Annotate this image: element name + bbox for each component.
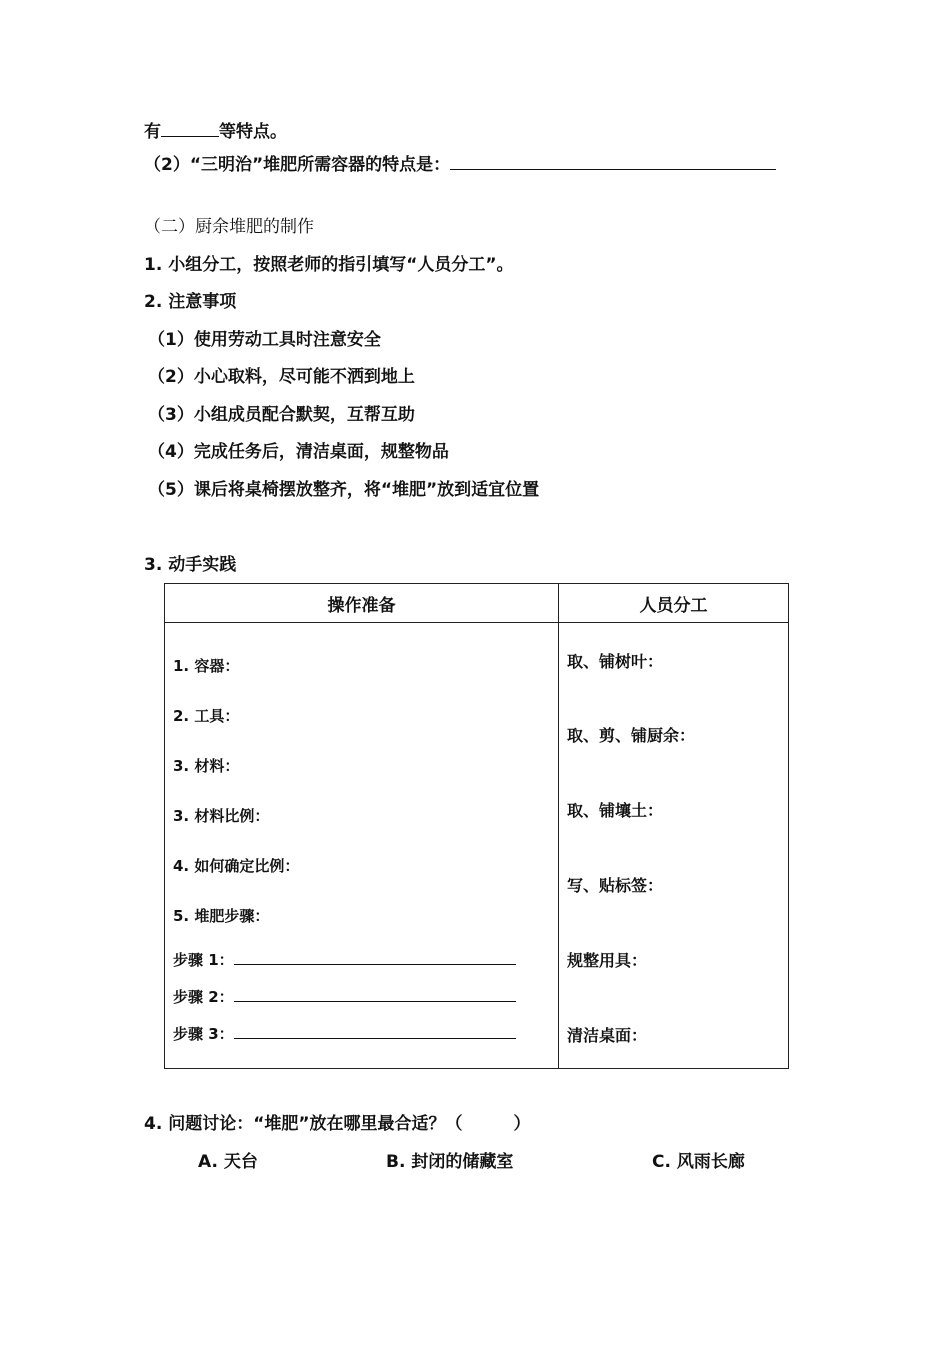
step-2-label: 步骤 2： bbox=[173, 988, 234, 1006]
step-1-row bbox=[173, 949, 516, 970]
table-header-row bbox=[165, 584, 789, 623]
step-3-blank[interactable] bbox=[234, 1024, 516, 1039]
blank-underline[interactable] bbox=[450, 153, 776, 170]
option-a[interactable]: A. 天台 bbox=[198, 1152, 258, 1172]
section-heading: （二）厨余堆肥的制作 bbox=[144, 217, 314, 237]
step-2-blank[interactable] bbox=[234, 987, 516, 1002]
step-1-label: 步骤 1： bbox=[173, 951, 234, 969]
step-3-row bbox=[173, 1023, 516, 1044]
prep-materials: 3. 材料： bbox=[173, 757, 240, 775]
note-3: （3）小组成员配合默契，互帮互助 bbox=[148, 405, 415, 425]
note-5: （5）课后将桌椅摆放整齐，将“堆肥”放到适宜位置 bbox=[148, 480, 540, 500]
item-2: 2. 注意事项 bbox=[144, 292, 237, 312]
option-c[interactable]: C. 风雨长廊 bbox=[652, 1152, 745, 1172]
line2-text: （2）“三明治”堆肥所需容器的特点是： bbox=[144, 155, 451, 175]
role-soil: 取、铺壤土： bbox=[567, 801, 664, 820]
step-3-label: 步骤 3： bbox=[173, 1025, 234, 1043]
header-prep: 操作准备 bbox=[165, 584, 559, 623]
roles-cell bbox=[559, 623, 789, 1069]
step-2-row bbox=[173, 986, 516, 1007]
fill-in-line-1 bbox=[144, 120, 287, 143]
prep-determine-ratio: 4. 如何确定比例： bbox=[173, 857, 300, 875]
item-3: 3. 动手实践 bbox=[144, 555, 237, 575]
note-2: （2）小心取料，尽可能不洒到地上 bbox=[148, 367, 415, 387]
prep-tools: 2. 工具： bbox=[173, 707, 240, 725]
step-1-blank[interactable] bbox=[234, 950, 516, 965]
line1-prefix: 有 bbox=[144, 122, 161, 142]
prep-container: 1. 容器： bbox=[173, 657, 240, 675]
note-4: （4）完成任务后，清洁桌面，规整物品 bbox=[148, 442, 449, 462]
role-kitchen-waste: 取、剪、铺厨余： bbox=[567, 726, 696, 745]
item-1: 1. 小组分工，按照老师的指引填写“人员分工”。 bbox=[144, 255, 514, 275]
role-leaves: 取、铺树叶： bbox=[567, 652, 664, 671]
practice-table bbox=[164, 583, 789, 1069]
option-b[interactable]: B. 封闭的储藏室 bbox=[386, 1152, 514, 1172]
line1-suffix: 等特点。 bbox=[219, 122, 287, 142]
fill-in-line-2 bbox=[144, 153, 776, 176]
prep-steps: 5. 堆肥步骤： bbox=[173, 907, 270, 925]
header-roles: 人员分工 bbox=[559, 584, 789, 623]
blank-underline[interactable] bbox=[161, 120, 219, 137]
role-label: 写、贴标签： bbox=[567, 876, 664, 895]
discussion-question: 4. 问题讨论：“堆肥”放在哪里最合适？（ ） bbox=[144, 1114, 531, 1134]
table-body-row bbox=[165, 623, 789, 1069]
prep-cell bbox=[165, 623, 559, 1069]
prep-ratio: 3. 材料比例： bbox=[173, 807, 270, 825]
role-tools: 规整用具： bbox=[567, 951, 648, 970]
note-1: （1）使用劳动工具时注意安全 bbox=[148, 330, 381, 350]
role-clean: 清洁桌面： bbox=[567, 1026, 648, 1045]
